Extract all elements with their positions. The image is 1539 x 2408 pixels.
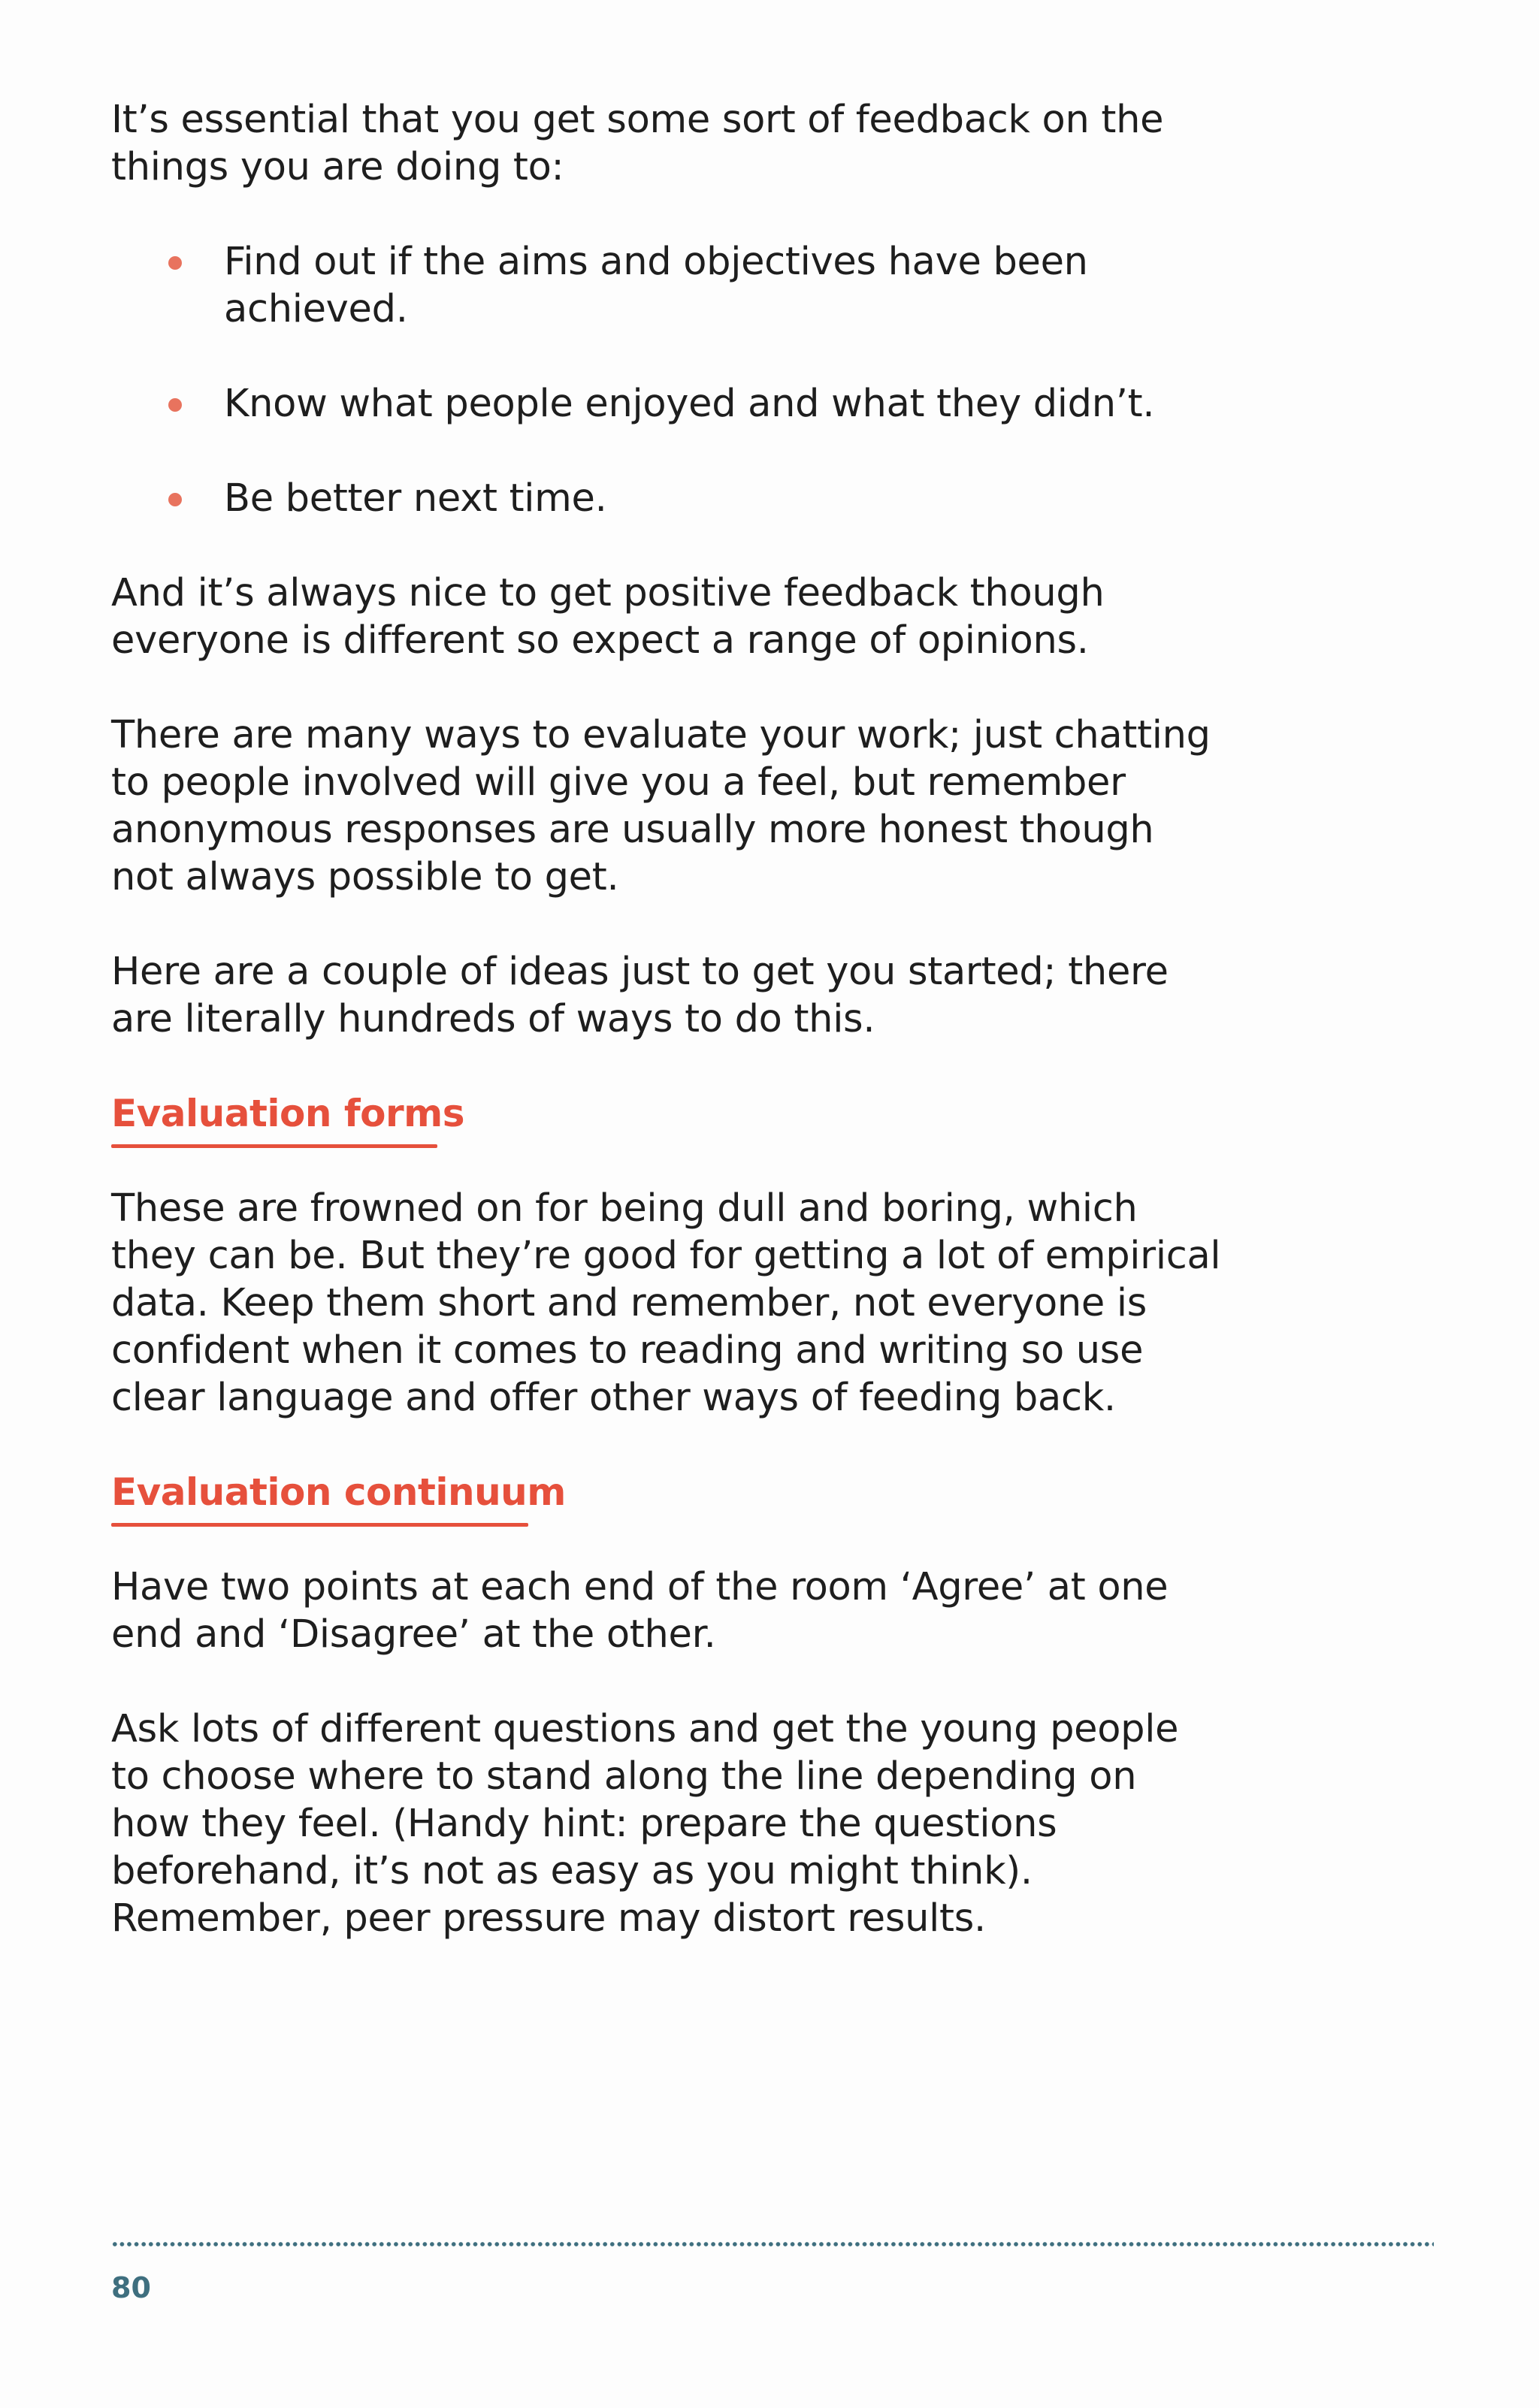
heading-underline (111, 1523, 528, 1527)
page-content (111, 96, 1223, 1990)
list-item (111, 475, 1223, 522)
list-item (111, 238, 1223, 333)
paragraph-ways-to-evaluate: There are many ways to evaluate your work; just chatting to people involved will give you a feel, but remember anonymous responses are usually more honest though not always possible to get. (111, 713, 1211, 899)
footer-dotted-divider (111, 2240, 1434, 2248)
page-number: 80 (111, 2271, 151, 2304)
bullet-dot-icon (168, 398, 182, 412)
objectives-list (111, 238, 1223, 522)
paragraph-ideas: Here are a couple of ideas just to get you started; there are literally hundreds of ways to do this. (111, 950, 1169, 1041)
section-heading-text: Evaluation forms (111, 1092, 464, 1135)
list-item-text: Be better next time. (224, 476, 607, 521)
paragraph-positive-feedback: And it’s always nice to get positive feedback though everyone is different so expect a range of opinions. (111, 571, 1105, 663)
bullet-dot-icon (168, 256, 182, 270)
section-heading-evaluation-continuum (111, 1469, 1223, 1516)
paragraph-evaluation-forms: These are frowned on for being dull and boring, which they can be. But they’re good for getting a lot of empirical data. Keep them short and remember, not everyone is confident when it comes to reading and writing so use clear language and offer other ways of feeding back. (111, 1186, 1221, 1420)
section-heading-evaluation-forms (111, 1090, 1223, 1138)
list-item-text: Know what people enjoyed and what they didn’t. (224, 382, 1155, 426)
list-item-text: Find out if the aims and objectives have been achieved. (224, 240, 1088, 331)
bullet-dot-icon (168, 493, 182, 506)
intro-paragraph: It’s essential that you get some sort of feedback on the things you are doing to: (111, 98, 1164, 189)
list-item (111, 380, 1223, 428)
section-heading-text: Evaluation continuum (111, 1470, 566, 1514)
heading-underline (111, 1144, 437, 1148)
paragraph-continuum-questions: Ask lots of different questions and get the young people to choose where to stand along the line depending on how they feel. (Handy hint: prepare the questions beforehand, it’s not as easy as you might think). Remember, peer pressure may distort results. (111, 1707, 1179, 1941)
paragraph-continuum-setup: Have two points at each end of the room ‘Agree’ at one end and ‘Disagree’ at the other. (111, 1565, 1169, 1657)
